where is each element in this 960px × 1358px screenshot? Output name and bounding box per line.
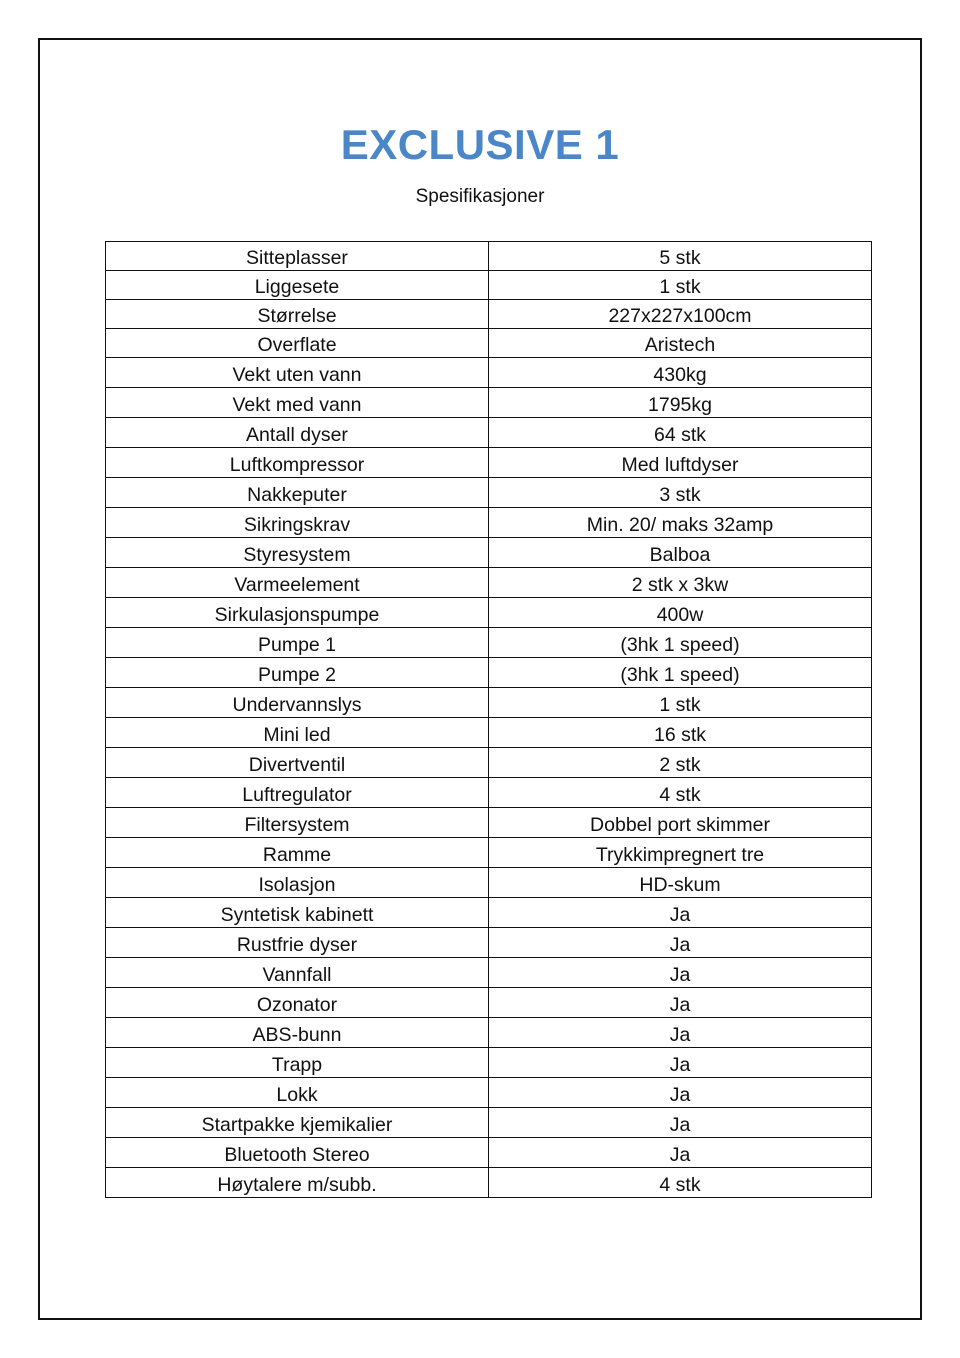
spec-label: Vekt med vann [106, 388, 489, 418]
spec-label: Luftkompressor [106, 448, 489, 478]
spec-row [106, 1138, 872, 1168]
spec-label: Rustfrie dyser [106, 928, 489, 958]
spec-value: Dobbel port skimmer [489, 808, 872, 838]
spec-value: 64 stk [489, 418, 872, 448]
spec-value: 1 stk [489, 271, 872, 300]
spec-value: 1 stk [489, 688, 872, 718]
spec-value: 1795kg [489, 388, 872, 418]
spec-value: (3hk 1 speed) [489, 628, 872, 658]
spec-row [106, 418, 872, 448]
spec-label: Undervannslys [106, 688, 489, 718]
spec-value: Ja [489, 1018, 872, 1048]
spec-label: Pumpe 1 [106, 628, 489, 658]
spec-value: 400w [489, 598, 872, 628]
spec-row [106, 628, 872, 658]
spec-row [106, 718, 872, 748]
spec-row [106, 478, 872, 508]
spec-row [106, 808, 872, 838]
document-subtitle: Spesifikasjoner [415, 186, 545, 207]
spec-row [106, 868, 872, 898]
spec-row [106, 898, 872, 928]
spec-label: Sirkulasjonspumpe [106, 598, 489, 628]
spec-row [106, 928, 872, 958]
spec-value: (3hk 1 speed) [489, 658, 872, 688]
spec-value: 5 stk [489, 242, 872, 271]
spec-label: ABS-bunn [106, 1018, 489, 1048]
spec-label: Startpakke kjemikalier [106, 1108, 489, 1138]
spec-label: Filtersystem [106, 808, 489, 838]
spec-value: 4 stk [489, 778, 872, 808]
spec-row [106, 1018, 872, 1048]
spec-value: Ja [489, 1048, 872, 1078]
spec-label: Sikringskrav [106, 508, 489, 538]
spec-row [106, 778, 872, 808]
spec-value: Min. 20/ maks 32amp [489, 508, 872, 538]
spec-value: Trykkimpregnert tre [489, 838, 872, 868]
spec-value: 2 stk x 3kw [489, 568, 872, 598]
spec-row [106, 688, 872, 718]
spec-value: HD-skum [489, 868, 872, 898]
spec-label: Isolasjon [106, 868, 489, 898]
spec-value: Ja [489, 1138, 872, 1168]
spec-label: Divertventil [106, 748, 489, 778]
spec-row [106, 568, 872, 598]
spec-value: Aristech [489, 329, 872, 358]
spec-label: Overflate [106, 329, 489, 358]
spec-label: Ramme [106, 838, 489, 868]
spec-value: 3 stk [489, 478, 872, 508]
spec-row [106, 388, 872, 418]
spec-label: Trapp [106, 1048, 489, 1078]
spec-row [106, 1048, 872, 1078]
spec-label: Lokk [106, 1078, 489, 1108]
spec-row [106, 958, 872, 988]
spec-label: Vekt uten vann [106, 358, 489, 388]
spec-table-body [106, 242, 872, 1198]
spec-label: Vannfall [106, 958, 489, 988]
spec-value: 2 stk [489, 748, 872, 778]
spec-row [106, 242, 872, 271]
spec-row [106, 598, 872, 628]
spec-label: Sitteplasser [106, 242, 489, 271]
spec-value: Ja [489, 988, 872, 1018]
spec-value: 4 stk [489, 1168, 872, 1198]
spec-row [106, 329, 872, 358]
spec-label: Styresystem [106, 538, 489, 568]
spec-label: Syntetisk kabinett [106, 898, 489, 928]
spec-label: Varmeelement [106, 568, 489, 598]
spec-label: Pumpe 2 [106, 658, 489, 688]
spec-row [106, 271, 872, 300]
spec-row [106, 448, 872, 478]
spec-value: Ja [489, 898, 872, 928]
spec-label: Ozonator [106, 988, 489, 1018]
spec-label: Nakkeputer [106, 478, 489, 508]
spec-label: Bluetooth Stereo [106, 1138, 489, 1168]
spec-row [106, 300, 872, 329]
spec-label: Størrelse [106, 300, 489, 329]
spec-row [106, 1168, 872, 1198]
spec-value: Balboa [489, 538, 872, 568]
spec-value: 16 stk [489, 718, 872, 748]
spec-row [106, 988, 872, 1018]
spec-row [106, 1108, 872, 1138]
spec-row [106, 1078, 872, 1108]
spec-row [106, 658, 872, 688]
spec-row [106, 508, 872, 538]
spec-value: 430kg [489, 358, 872, 388]
spec-row [106, 748, 872, 778]
spec-value: Ja [489, 928, 872, 958]
spec-label: Mini led [106, 718, 489, 748]
spec-value: 227x227x100cm [489, 300, 872, 329]
spec-value: Ja [489, 958, 872, 988]
spec-row [106, 358, 872, 388]
spec-label: Høytalere m/subb. [106, 1168, 489, 1198]
spec-value: Ja [489, 1108, 872, 1138]
spec-value: Ja [489, 1078, 872, 1108]
spec-table [105, 241, 872, 1198]
spec-row [106, 538, 872, 568]
document-title: EXCLUSIVE 1 [340, 121, 620, 168]
spec-label: Liggesete [106, 271, 489, 300]
spec-label: Luftregulator [106, 778, 489, 808]
spec-label: Antall dyser [106, 418, 489, 448]
spec-row [106, 838, 872, 868]
spec-value: Med luftdyser [489, 448, 872, 478]
